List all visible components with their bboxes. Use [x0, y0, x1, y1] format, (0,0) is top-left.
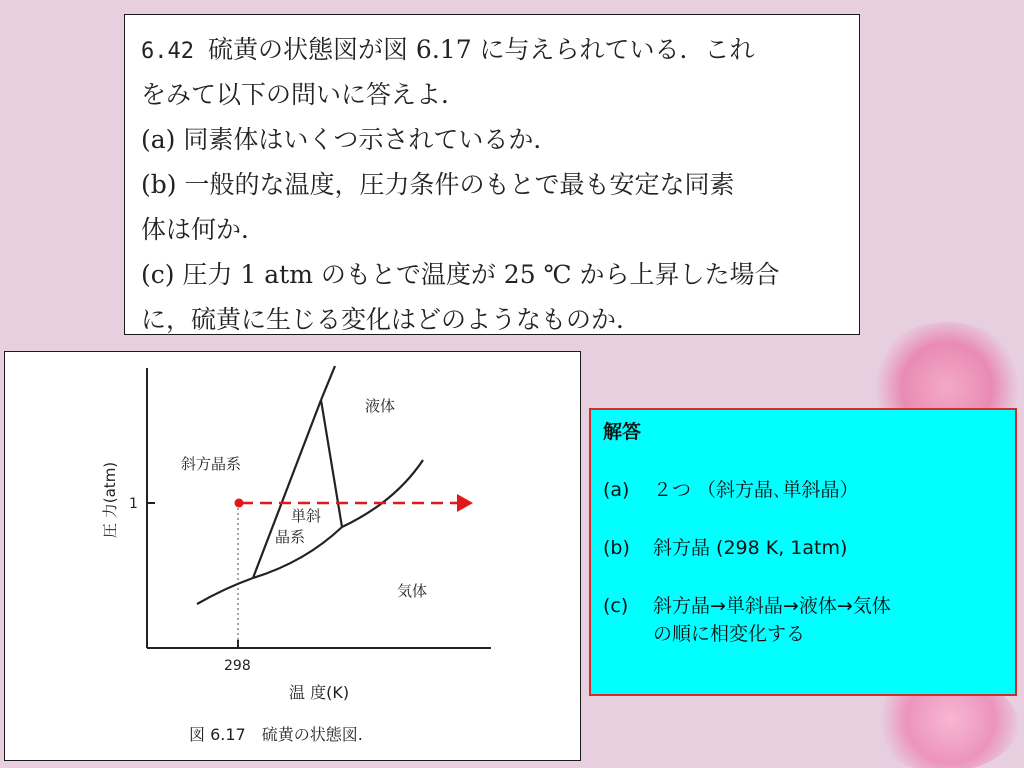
- x-axis-label: 温 度(K): [289, 683, 350, 702]
- answer-c: [603, 592, 1005, 648]
- answer-b: [603, 534, 1005, 562]
- answer-title: 解答: [603, 421, 642, 443]
- question-c-line-2: に，硫黄に生じる変化はどのようなものか．: [141, 305, 642, 334]
- question-b-line-2: 体は何か．: [141, 215, 267, 244]
- answer-a-text: ２つ （斜方晶､単斜晶）: [653, 479, 859, 501]
- problem-text-box: [124, 14, 860, 335]
- label-gas: 気体: [397, 582, 428, 600]
- answer-c-line-1: 斜方晶→単斜晶→液体→気体: [653, 595, 891, 617]
- answer-a-label: (a): [603, 479, 630, 501]
- question-a: (a) 同素体はいくつ示されているか．: [141, 125, 559, 154]
- vaporization-curve: [342, 460, 423, 527]
- answer-b-label: (b): [603, 537, 630, 559]
- answer-a: [603, 476, 1005, 504]
- problem-line-2: をみて以下の問いに答えよ．: [141, 80, 467, 109]
- problem-number: 6.42: [141, 39, 194, 64]
- label-orthorhombic: 斜方晶系: [181, 455, 242, 473]
- label-liquid: 液体: [365, 397, 396, 415]
- answer-b-text: 斜方晶 (298 K, 1atm): [653, 537, 848, 559]
- figure-caption: 図 6.17 硫黄の状態図.: [189, 725, 363, 744]
- answer-c-label: (c): [603, 595, 629, 617]
- sublimation-curve-orthorhombic: [197, 578, 253, 604]
- phase-diagram-figure: [4, 351, 581, 761]
- problem-line-1: 6.42 硫黄の状態図が図 6.17 に与えられている．これ: [141, 35, 755, 64]
- orthorhombic-liquid-boundary: [321, 366, 335, 400]
- label-monoclinic-2: 晶系: [275, 528, 306, 546]
- answer-c-text: [653, 592, 1005, 648]
- phase-diagram-svg: [5, 352, 582, 762]
- label-monoclinic-1: 単斜: [291, 507, 322, 525]
- question-c-line-1: (c) 圧力 1 atm のもとで温度が 25 ℃ から上昇した場合: [141, 260, 780, 289]
- answer-box: [589, 408, 1017, 696]
- start-point-dot: [235, 499, 244, 508]
- arrow-head: [457, 494, 473, 512]
- answer-c-line-2: の順に相変化する: [653, 623, 806, 645]
- y-tick-label: 1: [129, 496, 138, 512]
- monoclinic-liquid-boundary: [321, 400, 342, 527]
- x-tick-label: 298: [224, 658, 251, 674]
- question-b-line-1: (b) 一般的な温度，圧力条件のもとで最も安定な同素: [141, 170, 735, 199]
- y-axis-label: 圧 力(atm): [101, 461, 119, 538]
